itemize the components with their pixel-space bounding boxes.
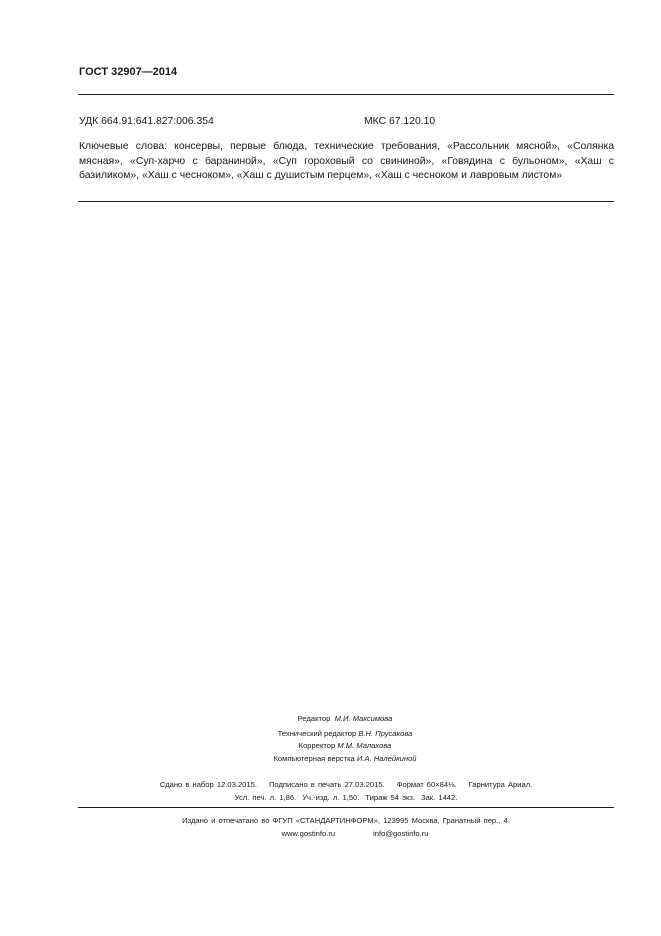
credit-corrector-name: М.М. Малахова [337,741,392,750]
credit-tech-editor-label: Технический редактор [277,729,357,738]
mks-code: МКС 67.120.10 [364,116,436,127]
credit-corrector-label: Корректор [298,741,336,750]
typeface: Гарнитура Ариал. [468,780,533,789]
print-details-line-1 [78,780,614,789]
keywords-divider [78,201,614,202]
publisher-contacts [230,829,480,838]
publish-sheets: Уч.-изд. л. 1,50. [302,793,360,802]
paper-format-fraction: ⅛. [448,780,457,789]
top-divider [78,94,614,95]
print-details-line-2 [78,793,614,802]
credit-editor-label: Редактор [297,714,331,723]
publisher-website[interactable]: www.gostinfo.ru [281,829,336,838]
credit-layout [180,754,510,763]
publisher-email[interactable]: info@gostinfo.ru [373,829,429,838]
credit-corrector [180,741,510,750]
order-number: Зак. 1442. [421,793,458,802]
udk-code: УДК 664.91:641.827:006.354 [79,116,214,127]
credit-editor-name: М.И. Максимова [334,714,393,723]
keywords-paragraph: Ключевые слова: консервы, первые блюда, технические требования, «Рассольник мясной», «Солянка мясная», «Суп-харчо с бараниной», «Суп гороховый со свининой», «Говядина с бульоном», «Хаш с базиликом», «Хаш с чесноком», «Хаш с душистым перцем», «Хаш с чесноком и лавровым листом» [79,141,614,182]
submitted-date: Сдано в набор 12.03.2015. [159,780,257,789]
imprint-divider [78,807,614,808]
credit-tech-editor [180,729,510,738]
publisher-line: Издано и отпечатано во ФГУП «СТАНДАРТИНФОРМ», 123995 Москва, Гранатный пер., 4. [182,816,510,825]
credit-tech-editor-name: В.Н. Прусакова [358,729,413,738]
signed-date: Подписано в печать 27.03.2015. [268,780,385,789]
credit-layout-label: Компьютерная верстка [273,754,355,763]
standard-code: ГОСТ 32907—2014 [79,66,178,78]
print-sheets: Усл. печ. л. 1,86. [234,793,297,802]
paper-format: Формат 60×84 [396,780,449,789]
credit-layout-name: И.А. Налейкиной [356,754,417,763]
credit-editor [180,714,510,723]
circulation: Тираж 54 экз. [365,793,415,802]
